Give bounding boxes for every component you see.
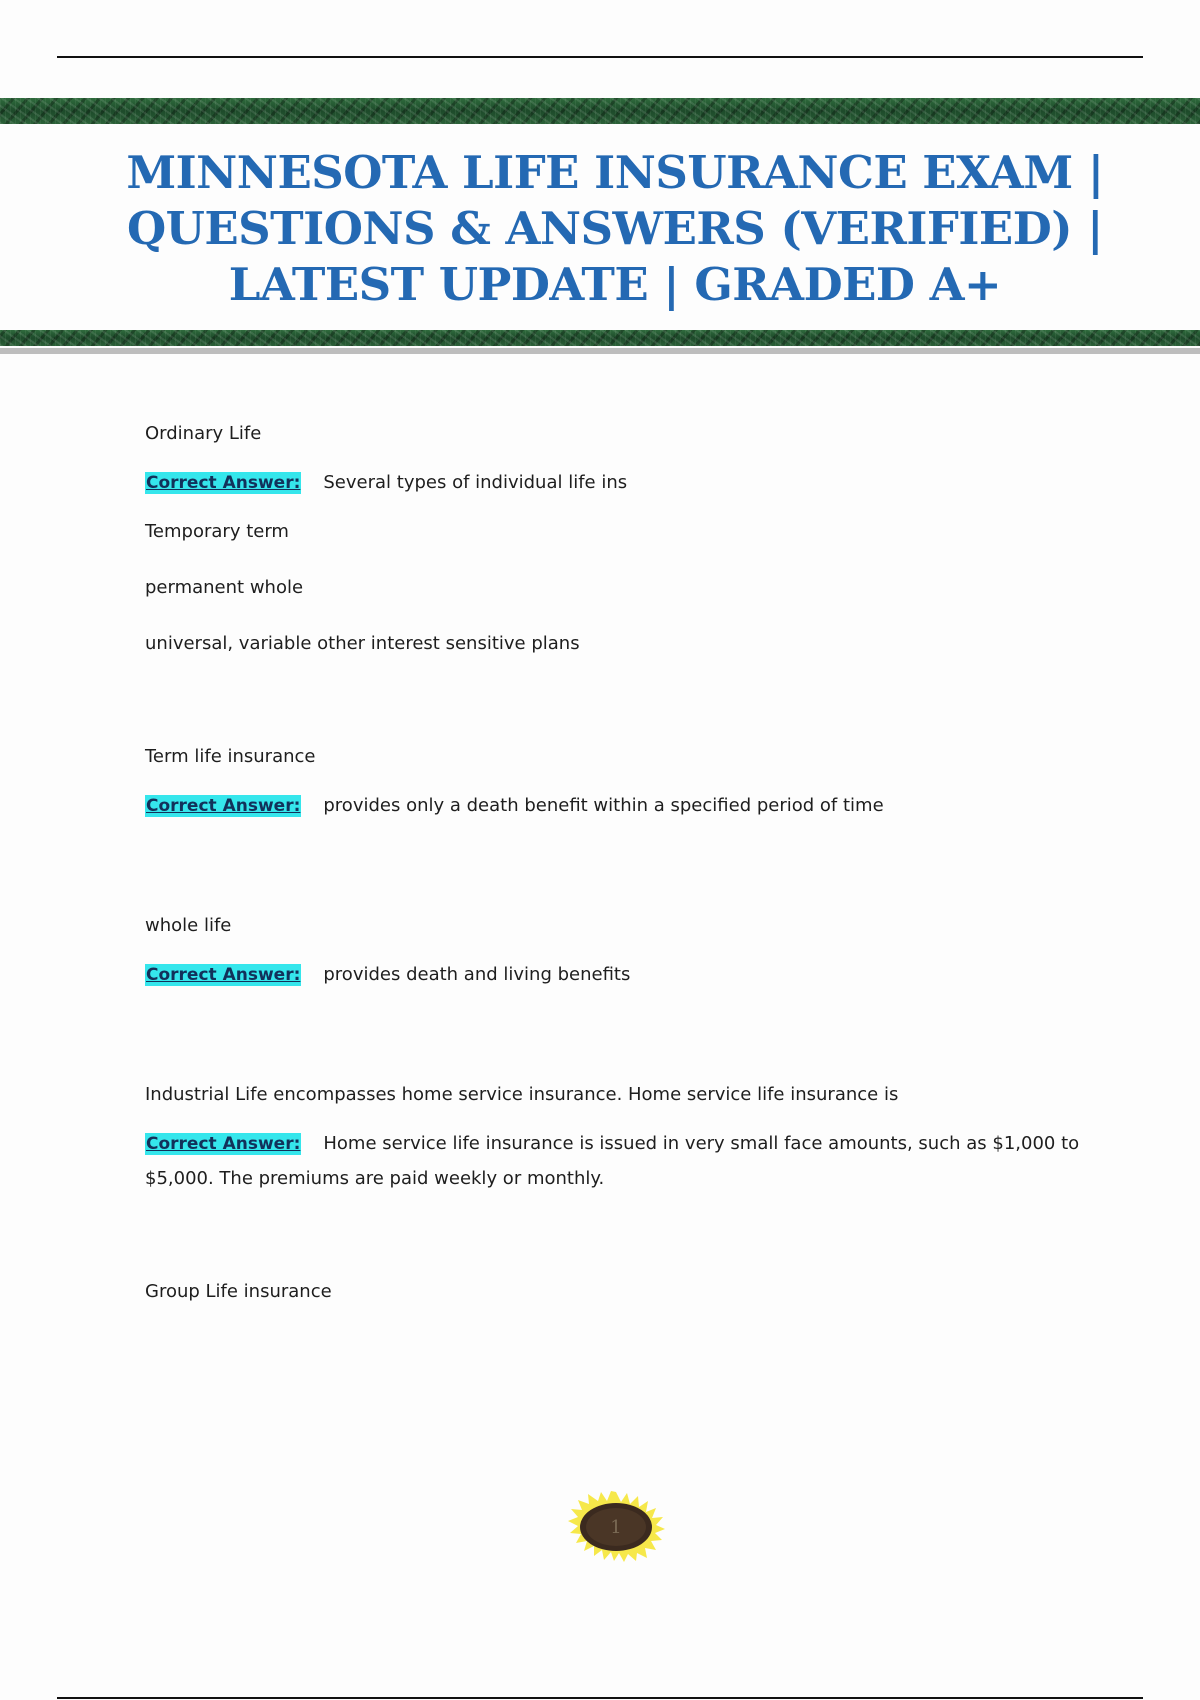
answer-text: Home service life insurance is issued in very small face amounts, such as $1,000 to	[323, 1133, 1080, 1154]
header-rule	[57, 56, 1143, 58]
answer-text-continued: $5,000. The premiums are paid weekly or monthly.	[145, 1168, 605, 1189]
question-text: Industrial Life encompasses home service insurance. Home service life insurance is	[145, 1084, 899, 1105]
qa-content	[145, 420, 1095, 1306]
answer-row	[145, 1123, 1095, 1165]
answer-row	[145, 785, 1095, 827]
answer-text: Several types of individual life ins	[323, 472, 628, 493]
answer-text: provides death and living benefits	[323, 964, 631, 985]
question-text: Group Life insurance	[145, 1281, 332, 1302]
decorative-band-top	[0, 98, 1200, 124]
answer-detail-line: permanent whole	[145, 577, 304, 598]
correct-answer-label: Correct Answer:	[146, 965, 301, 985]
answer-row	[145, 954, 1095, 996]
question-text: whole life	[145, 915, 232, 936]
page-number: 1	[610, 1517, 622, 1538]
question-text: Term life insurance	[145, 746, 316, 767]
answer-detail-line: Temporary term	[145, 521, 289, 542]
answer-text: provides only a death benefit within a specified period of time	[323, 795, 884, 816]
decorative-band-shadow	[0, 348, 1200, 354]
answer-detail-line: universal, variable other interest sensitive plans	[145, 633, 580, 654]
decorative-band-bottom	[0, 330, 1200, 346]
correct-answer-label: Correct Answer:	[146, 1134, 301, 1154]
correct-answer-label: Correct Answer:	[146, 796, 301, 816]
question-text: Ordinary Life	[145, 423, 262, 444]
correct-answer-label: Correct Answer:	[146, 473, 301, 493]
footer-rule	[57, 1697, 1143, 1699]
answer-row	[145, 462, 1095, 504]
document-title: MINNESOTA LIFE INSURANCE EXAM | QUESTIONS & ANSWERS (VERIFIED) | LATEST UPDATE | GRADED A+	[126, 146, 1104, 311]
page-number-seal	[566, 1490, 666, 1562]
